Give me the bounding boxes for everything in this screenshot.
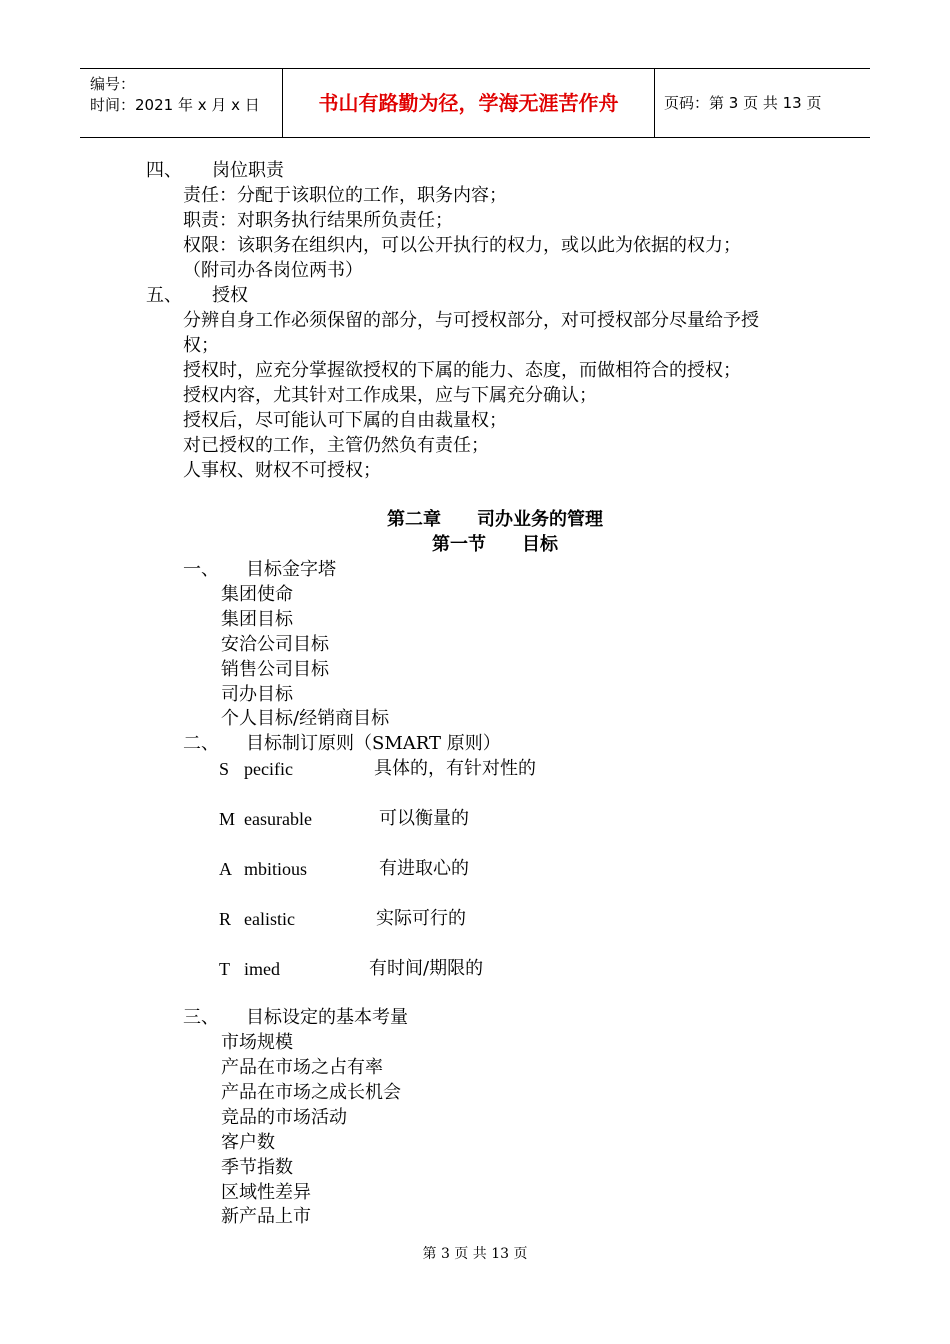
section-4-heading: 岗位职责 — [212, 160, 284, 181]
smart-letter: S — [219, 759, 230, 779]
part-3-number: 三、 — [183, 1007, 219, 1028]
list-item: 权； — [183, 335, 219, 356]
smart-word: imed — [244, 959, 280, 979]
page-footer: 第 3 页 共 13 页 — [422, 1246, 528, 1262]
list-item: 授权内容，尤其针对工作成果，应与下属充分确认； — [183, 385, 597, 406]
smart-letter: M — [219, 809, 236, 829]
list-item: 对已授权的工作，主管仍然负有责任； — [183, 435, 489, 456]
list-item: 客户数 — [221, 1132, 275, 1153]
list-item: 季节指数 — [221, 1157, 293, 1178]
section-5-number: 五、 — [146, 285, 182, 306]
chapter-title: 第二章 司办业务的管理 — [387, 509, 603, 530]
list-item: 产品在市场之成长机会 — [221, 1082, 401, 1103]
list-item: 新产品上市 — [221, 1206, 311, 1227]
smart-meaning: 可以衡量的 — [379, 808, 469, 829]
list-item: 集团目标 — [221, 609, 293, 630]
smart-letter: A — [219, 859, 232, 879]
list-item: 授权后，尽可能认可下属的自由裁量权； — [183, 410, 507, 431]
section-5-heading: 授权 — [212, 285, 248, 306]
part-3-heading: 目标设定的基本考量 — [246, 1007, 408, 1028]
section-title: 第一节 目标 — [432, 534, 558, 555]
part-1-number: 一、 — [183, 559, 219, 580]
list-item: 竞品的市场活动 — [221, 1107, 347, 1128]
list-item: 产品在市场之占有率 — [221, 1057, 383, 1078]
smart-meaning: 具体的，有针对性的 — [374, 758, 536, 779]
date-label: 时间：2021 年 x 月 x 日 — [90, 96, 260, 114]
list-item: 权限：该职务在组织内，可以公开执行的权力，或以此为依据的权力； — [183, 235, 741, 256]
list-item: 授权时，应充分掌握欲授权的下属的能力、态度，而做相符合的授权； — [183, 360, 741, 381]
page-header-table — [80, 68, 870, 138]
header-page-label: 页码：第 3 页 共 13 页 — [664, 94, 822, 112]
list-item: 责任：分配于该职位的工作，职务内容； — [183, 185, 507, 206]
header-divider — [654, 69, 655, 137]
header-meta — [90, 74, 260, 116]
list-item: 司办目标 — [221, 684, 293, 705]
list-item: 个人目标/经销商目标 — [221, 708, 390, 729]
serial-label: 编号： — [90, 75, 136, 93]
smart-meaning: 实际可行的 — [376, 908, 466, 929]
smart-word: pecific — [244, 759, 293, 779]
header-slogan: 书山有路勤为径，学海无涯苦作舟 — [318, 91, 619, 115]
smart-word: easurable — [244, 809, 312, 829]
section-4-number: 四、 — [146, 160, 182, 181]
smart-word: mbitious — [244, 859, 308, 879]
list-item: 安洽公司目标 — [221, 634, 329, 655]
smart-meaning: 有进取心的 — [379, 858, 469, 879]
smart-letter: R — [219, 909, 232, 929]
smart-meaning: 有时间/期限的 — [369, 958, 484, 979]
list-item: 职责：对职务执行结果所负责任； — [183, 210, 453, 231]
list-item: 销售公司目标 — [221, 659, 329, 680]
list-item: 集团使命 — [221, 584, 293, 605]
list-item: 分辨自身工作必须保留的部分，与可授权部分，对可授权部分尽量给予授 — [183, 310, 759, 331]
list-item: （附司办各岗位两书） — [183, 260, 363, 281]
part-2-number: 二、 — [183, 733, 219, 754]
list-item: 人事权、财权不可授权； — [183, 460, 381, 481]
part-2-heading: 目标制订原则（SMART 原则） — [246, 733, 501, 754]
smart-word: ealistic — [244, 909, 295, 929]
list-item: 区域性差异 — [221, 1182, 311, 1203]
part-1-heading: 目标金字塔 — [246, 559, 336, 580]
list-item: 市场规模 — [221, 1032, 293, 1053]
smart-letter: T — [219, 959, 230, 979]
